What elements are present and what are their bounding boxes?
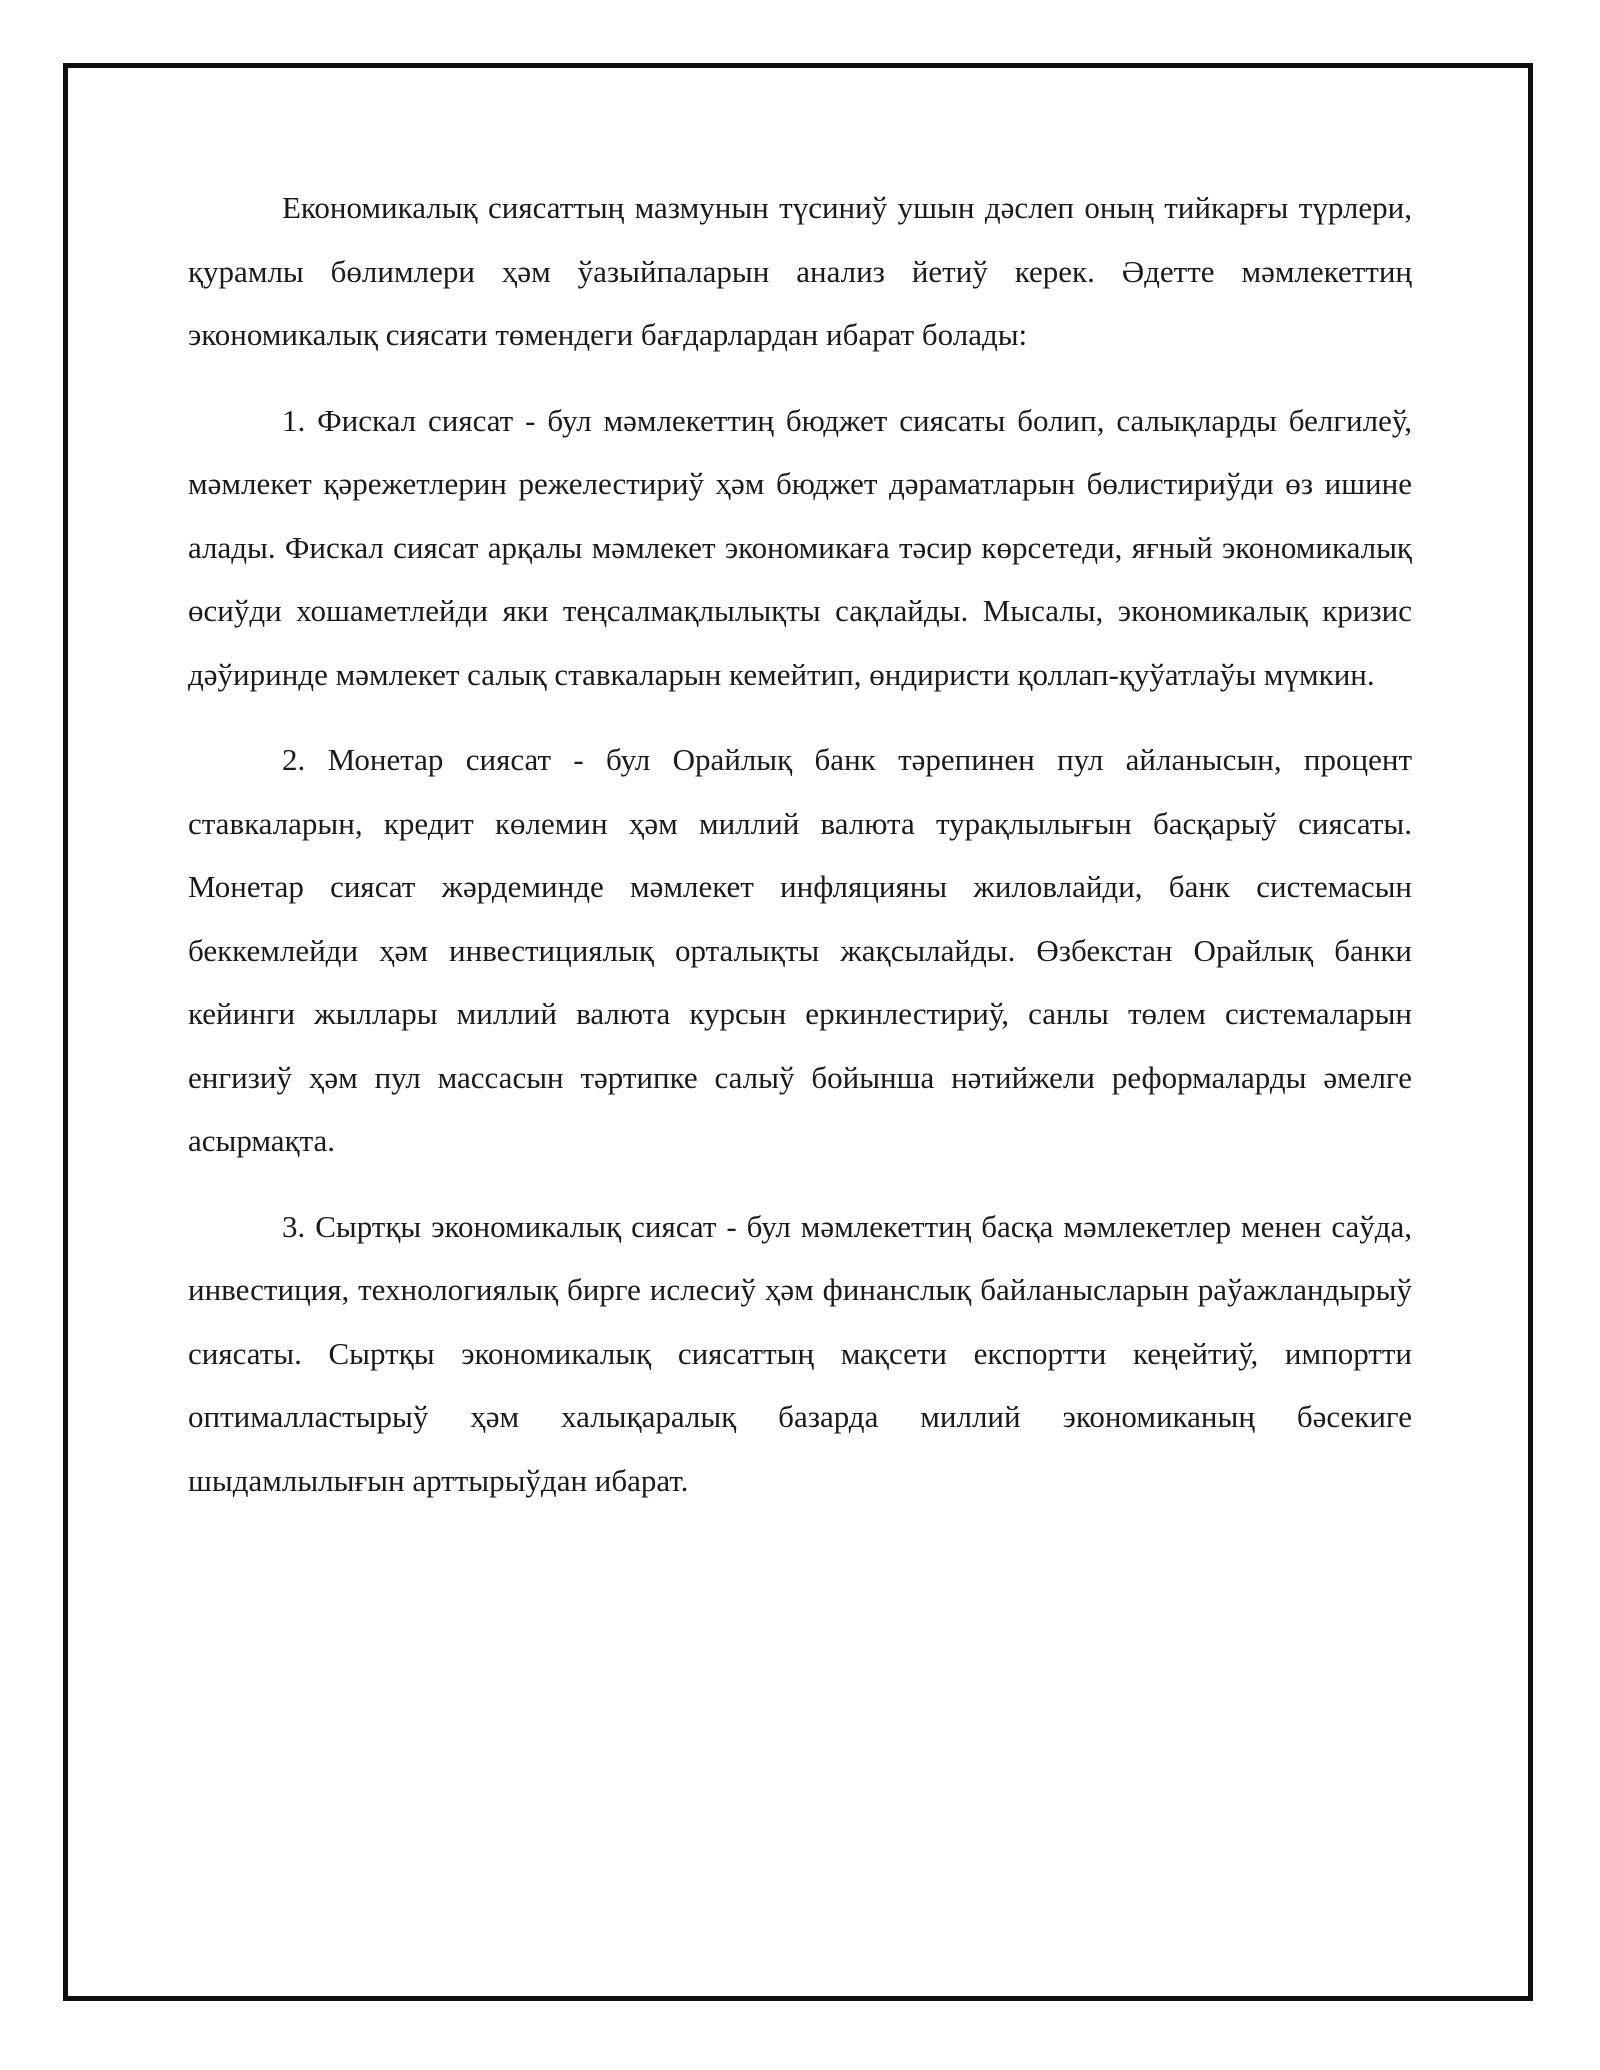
fiscal-policy-paragraph: 1. Фискал сиясат - бул мәмлекеттиң бюджет сиясаты болип, салықларды белгилеў, мәмлекет қәрежетлерин режелестириў ҳәм бюджет дәраматларын бөлистириўди өз ишине алады. Фискал сиясат арқалы мәмлекет экономикаға тәсир көрсетеди, яғный экономикалық өсиўди хошаметлейди яки теңсалмақлылықты сақлайды. Мысалы, экономикалық кризис дәўиринде мәмлекет салық ставкаларын кемейтип, өндиристи қоллап-қуўатлаўы мүмкин. [188, 402, 1412, 692]
monetary-policy-paragraph: 2. Монетар сиясат - бул Орайлық банк тәрепинен пул айланысын, процент ставкаларын, кредит көлемин ҳәм миллий валюта турақлылығын басқарыў сиясаты. Монетар сиясат жәрдеминде мәмлекет инфляцияны жиловлайди, банк системасын беккемлейди ҳәм инвестициялық орталықты жақсылайды. Өзбекстан Орайлық банки кейинги жыллары миллий валюта курсын еркинлестириў, санлы төлем системаларын енгизиў ҳәм пул массасын тәртипке салыў бойынша нәтийжели реформаларды әмелге асырмақта. [188, 742, 1412, 1158]
foreign-economic-policy-paragraph: 3. Сыртқы экономикалық сиясат - бул мәмлекеттиң басқа мәмлекетлер менен саўда, инвестиция, технологиялық бирге ислесиў ҳәм финанслық байланысларын раўажландырыў сиясаты. Сыртқы экономикалық сиясаттың мақсети експортти кеңейтиў, импортти оптималластырыў ҳәм халықаралық базарда миллий экономиканың бәсекиге шыдамлылығын арттырыўдан ибарат. [188, 1208, 1412, 1498]
intro-paragraph: Економикалық сиясаттың мазмунын түсиниў ушын дәслеп оның тийкарғы түрлери, қурамлы бөлимлери ҳәм ўазыйпаларын анализ йетиў керек. Әдетте мәмлекеттиң экономикалық сиясати төмендеги бағдарлардан ибарат болады: [188, 190, 1412, 352]
document-body [188, 176, 1412, 1534]
